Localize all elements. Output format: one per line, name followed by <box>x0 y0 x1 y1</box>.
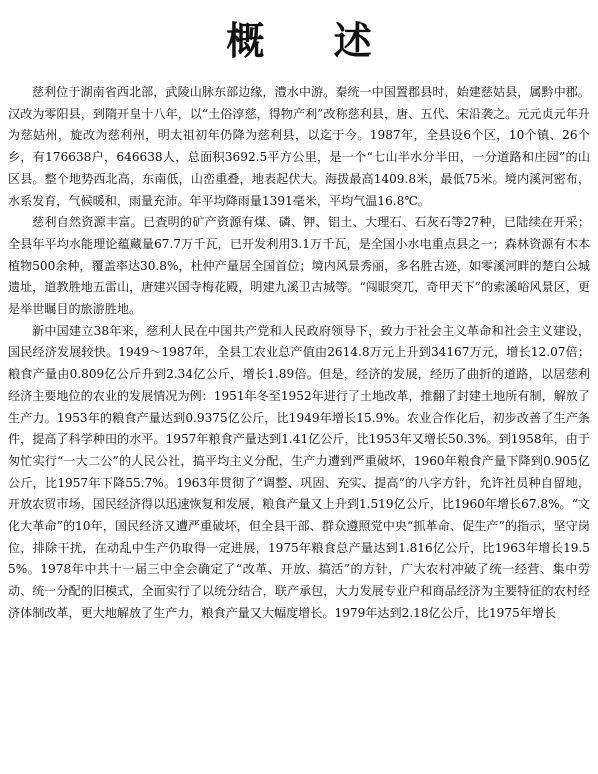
paragraph-resources: 慈利自然资源丰富。已查明的矿产资源有煤、磷、钾、铝土、大理石、石灰石等27种，已陆续在开采；全县年平均水能理论蕴藏量67.7万千瓦，已开发利用3.1万千瓦，是全国小水电重点县之一；森林资源有木本植物500余种，覆盖率达30.8%，杜仲产量居全国首位；境内风景秀丽，多名胜古迹，如零溪河畔的楚白公城遗址，道教胜地五雷山，唐建兴国寺梅花殿，明建九溪卫古城等。“闯眼突兀，奇甲天下”的索溪峪风景区，更是举世瞩目的旅游胜地。 <box>8 215 590 317</box>
paragraph-development: 新中国建立38年来，慈利人民在中国共产党和人民政府领导下，致力于社会主义革命和社会主义建设，国民经济发展较快。1949～1987年，全县工农业总产值由2614.8万元上升到34167万元，增长12.07倍；粮食产量由0.809亿公斤升到2.34亿公斤，增长1.89倍。但是，经济的发展，经历了曲折的道路，以居慈利经济主要地位的农业的发展情况为例：1951年冬至1952年进行了土地改革，推翻了封建土地所有制，解放了生产力。1953年的粮食产量达到0.9375亿公斤，比1949年增长15.9%。农业合作化后，初步改善了生产条件，提高了科学种田的水平。1957年粮食产量达到1.41亿公斤，比1953年又增长50.3%。到1958年，由于匆忙实行“一大二公”的人民公社，搞平均主义分配，生产力遭到严重破坏，1960年粮食产量下降到0.905亿公斤，比1957年下降55.7%。1963年贯彻了“调整、巩固、充实、提高”的八字方针，允许社员种自留地，开放农贸市场，国民经济得以迅速恢复和发展，粮食产量又上升到1.519亿公斤，比1960年增长67.8%。“文化大革命”的10年，国民经济又遭严重破坏，但全县干部、群众遵照党中央“抓革命、促生产”的指示，坚守岗位，排除干扰，在动乱中生产仍取得一定进展，1975年粮食总产量达到1.816亿公斤，比1963年增长19.55%。1978年中共十一届三中全会确定了“改革、开放、搞活”的方针，广大农村冲破了统一经营、集中劳动、统一分配的旧模式，全面实行了以统分结合，联产承包，大力发展专业户和商品经济为主要特征的农村经济体制改革，更大地解放了生产力，粮食产量又大幅度增长。1979年达到2.18亿公斤，比1975年增长 <box>8 323 590 620</box>
paragraph-history: 慈利位于湖南省西北部，武陵山脉东部边缘，澧水中游。秦统一中国置郡县时，始建慈姑县，属黔中郡。汉改为零阳县，到隋开皇十八年，以“土俗淳慈，得物产利”改称慈利县，唐、五代、宋沿袭之。元元贞元年升为慈姑州，旋改为慈利州，明太祖初年仍降为慈利县，以迄于今。1987年，全县设6个区，10个镇、26个乡，有176638户，646638人，总面积3692.5平方公里，是一个“七山半水分半田，一分道路和庄园”的山区县。整个地势西北高，东南低，山峦重叠，地表起伏大。海拔最高1409.8米，最低75米。境内溪河密布，水系发育，气候暖和，雨量充沛。年平均降雨量1391毫米，平均气温16.8℃。 <box>8 85 590 208</box>
page-title: 概 述 <box>226 19 400 63</box>
